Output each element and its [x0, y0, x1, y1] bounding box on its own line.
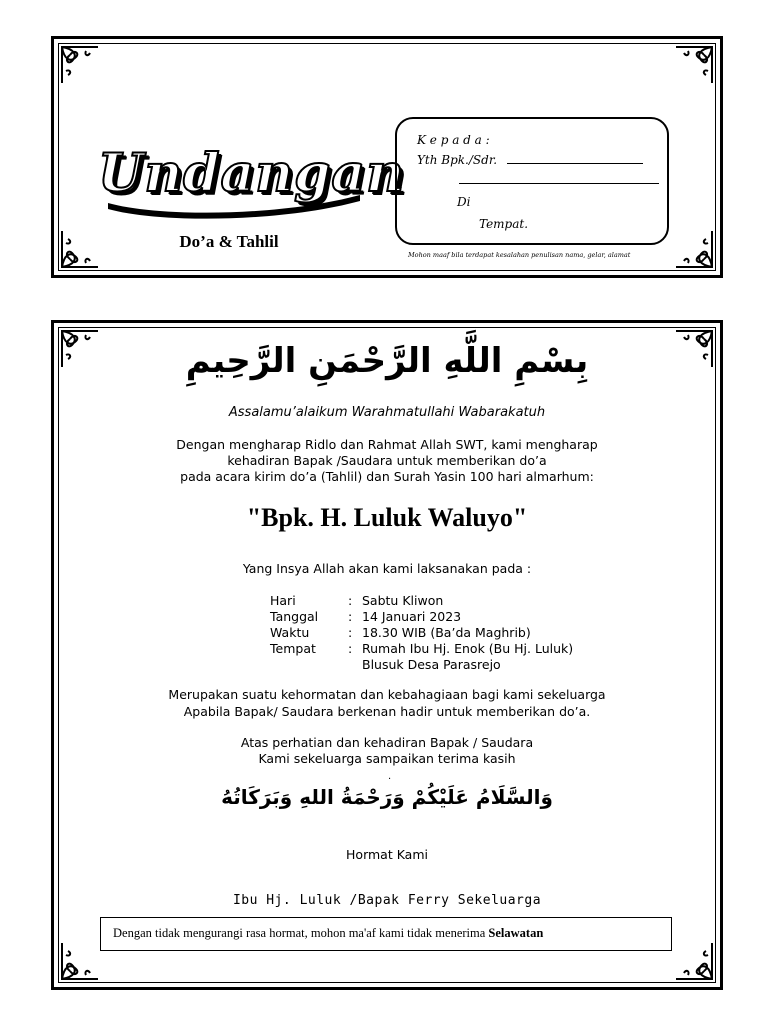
ornament-corner-icon	[674, 45, 714, 85]
dot-mark: .	[388, 771, 392, 782]
envelope-subtitle: Do’a & Tahlil	[179, 232, 279, 251]
undangan-logo	[98, 143, 405, 223]
intro-line-3: pada acara kirim do’a (Tahlil) dan Surah Yasin 100 hari almarhum:	[180, 469, 594, 484]
notice-box	[100, 917, 672, 951]
ornament-corner-icon	[674, 229, 714, 269]
greeting: Assalamu’alaikum Warahmatullahi Wabarakatuh	[228, 405, 546, 420]
logo-text: Undangan	[98, 143, 405, 204]
bismillah-calligraphy: بِسْمِ اللَّهِ الرَّحْمَنِ الرَّحِيمِ	[185, 341, 589, 381]
address-box	[395, 117, 669, 245]
thanks-line-1: Atas perhatian dan kehadiran Bapak / Saudara	[240, 735, 534, 750]
ornament-corner-icon	[60, 45, 100, 85]
notice-text: Dengan tidak mengurangi rasa hormat, mohon ma'af kami tidak menerima	[113, 926, 489, 940]
invitation-card: بِسْمِ اللَّهِ الرَّحْمَنِ الرَّحِيمِ Assalamu’alaikum Warahmatullahi Wabarakatuh Dengan mengharap Ridlo dan Rahmat Allah SWT, kami mengharap kehadiran Bapak /Saudara untuk memberikan do’a pada acara kirim do’a (Tahlil) dan Surah Yasin 100 hari almarhum: "Bpk. H. Luluk Waluyo" Yang Insya Allah akan kami laksanakan pada : Hari : Sabtu Kliwon Tanggal : 14 Januari 2023 Waktu : 18.30 WIB (Ba’da Maghrib) Tempat : Rumah Ibu Hj. Enok (Bu Hj. Luluk) Blusuk Desa Parasrejo Merupakan suatu kehormatan dan kebahagiaan bagi kami sekeluarga Apabila Bapak/ Saudara berkenan hadir untuk memberikan do’a. Atas perhatian dan kehadiran Bapak / Saudara Kami sekeluarga sampaikan terima kasih . وَالسَّلَامُ عَلَيْكُمْ وَرَحْمَةُ اللهِ وَبَرَكَاتُهُ Hormat Kami Ibu Hj. Luluk /Bapak Ferry Sekeluarga Dengan tidak mengurangi rasa hormat, mohon ma'af kami tidak menerima Selawatan	[51, 320, 723, 990]
ornament-corner-icon	[60, 941, 100, 981]
thanks-line-2: Kami sekeluarga sampaikan terima kasih	[258, 751, 516, 766]
envelope-card	[51, 36, 723, 278]
honor-line-2: Apabila Bapak/ Saudara berkenan hadir untuk memberikan do’a.	[183, 704, 591, 719]
disclaimer-text: Mohon maaf bila terdapat kesalahan penulisan nama, gelar, alamat	[408, 251, 631, 259]
notice-bold: Selawatan	[488, 926, 544, 940]
place-label: Tempat.	[479, 217, 529, 231]
intro-line-2: kehadiran Bapak /Saudara untuk memberikan do’a	[227, 453, 547, 468]
to-label: K e p a d a :	[417, 133, 490, 147]
ornament-corner-icon	[674, 941, 714, 981]
closing-salam-calligraphy: وَالسَّلَامُ عَلَيْكُمْ وَرَحْمَةُ اللهِ وَبَرَكَاتُهُ	[221, 785, 553, 809]
di-label: Di	[457, 195, 471, 209]
deceased-name: "Bpk. H. Luluk Waluyo"	[246, 503, 528, 532]
regards-text: Hormat Kami	[346, 847, 428, 862]
recipient-blank	[507, 153, 643, 164]
address-blank-line	[459, 173, 659, 187]
recipient-label: Yth Bpk./Sdr.	[417, 153, 498, 167]
honor-line-1: Merupakan suatu kehormatan dan kebahagiaan bagi kami sekeluarga	[168, 687, 606, 702]
ornament-corner-icon	[60, 229, 100, 269]
intro-line-1: Dengan mengharap Ridlo dan Rahmat Allah SWT, kami mengharap	[176, 437, 598, 452]
recipient-line	[417, 153, 643, 167]
signer-name: Ibu Hj. Luluk /Bapak Ferry Sekeluarga	[232, 893, 542, 908]
schedule-intro: Yang Insya Allah akan kami laksanakan pada :	[242, 561, 532, 576]
